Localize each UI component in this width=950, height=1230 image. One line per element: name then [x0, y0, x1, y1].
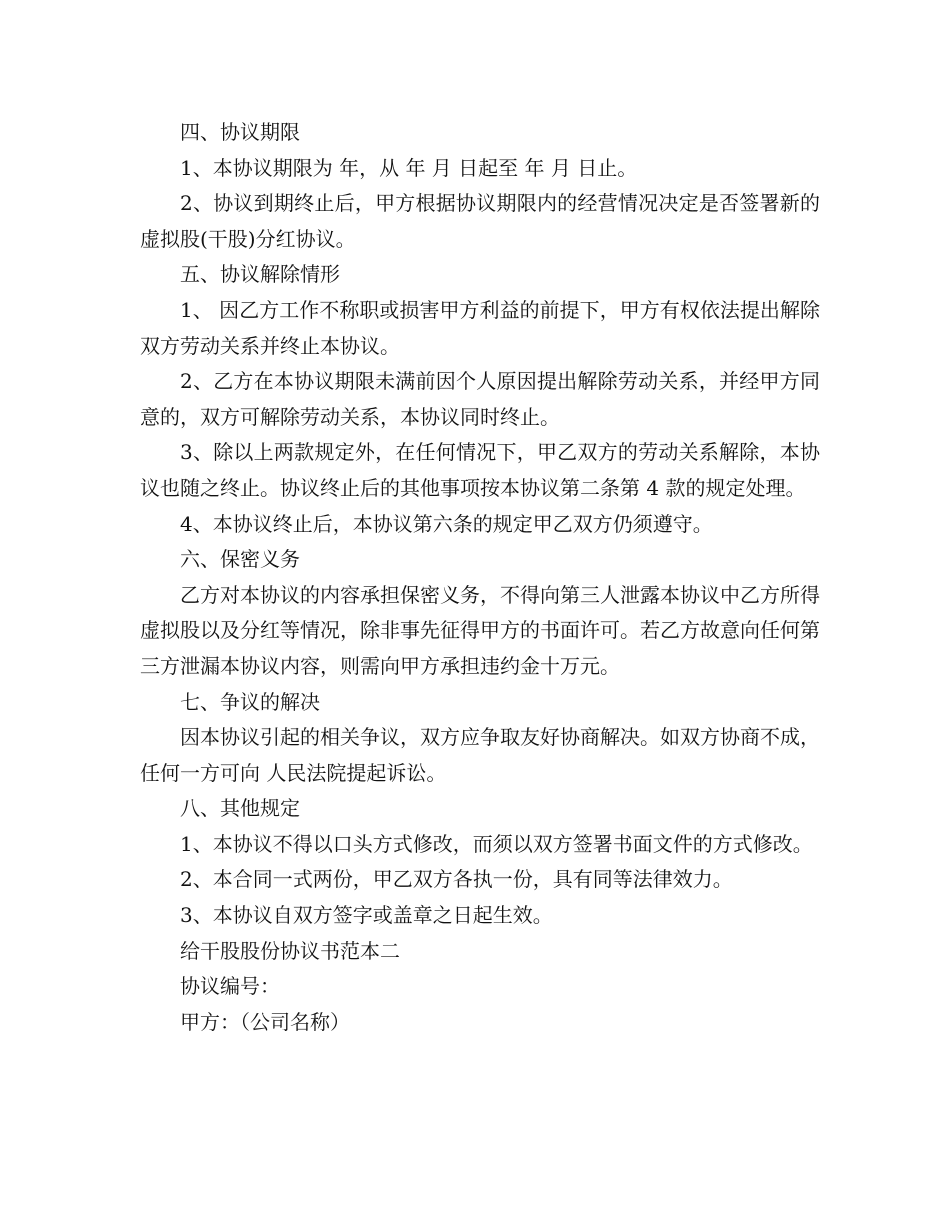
- clause-dispute: 因本协议引起的相关争议，双方应争取友好协商解决。如双方协商不成，任何一方可向 人民法院提起诉讼。: [140, 725, 820, 785]
- clause-term-renewal: 2、协议到期终止后，甲方根据协议期限内的经营情况决定是否签署新的虚拟股(干股)分红协议。: [140, 191, 820, 251]
- document-body: [140, 115, 820, 1040]
- clause-other-1: 1、本协议不得以口头方式修改，而须以双方签署书面文件的方式修改。: [180, 831, 813, 856]
- clause-other-3: 3、本协议自双方签字或盖章之日起生效。: [180, 903, 553, 928]
- section-heading-confidentiality: 六、保密义务: [180, 547, 300, 572]
- clause-termination-1: 1、 因乙方工作不称职或损害甲方利益的前提下，甲方有权依法提出解除双方劳动关系并终止本协议。: [140, 297, 820, 358]
- section-heading-other: 八、其他规定: [180, 796, 300, 821]
- clause-termination-4: 4、本协议终止后，本协议第六条的规定甲乙双方仍须遵守。: [180, 511, 713, 536]
- clause-termination-2: 2、乙方在本协议期限未满前因个人原因提出解除劳动关系，并经甲方同意的，双方可解除劳动关系，本协议同时终止。: [140, 369, 820, 429]
- clause-term-duration: 1、本协议期限为 年，从 年 月 日起至 年 月 日止。: [180, 155, 638, 180]
- clause-other-2: 2、本合同一式两份，甲乙双方各执一份，具有同等法律效力。: [180, 867, 733, 892]
- clause-termination-3: 3、除以上两款规定外，在任何情况下，甲乙双方的劳动关系解除，本协议也随之终止。协议终止后的其他事项按本协议第二条第 4 款的规定处理。: [140, 440, 820, 500]
- section-heading-term: 四、协议期限: [180, 120, 300, 144]
- agreement-number-label: 协议编号：: [180, 974, 280, 999]
- clause-confidentiality: 乙方对本协议的内容承担保密义务，不得向第三人泄露本协议中乙方所得虚拟股以及分红等情况，除非事先征得甲方的书面许可。若乙方故意向任何第三方泄漏本协议内容，则需向甲方承担违约金十万元。: [140, 582, 820, 678]
- party-a-label: 甲方：（公司名称）: [180, 1009, 350, 1034]
- section-heading-dispute: 七、争议的解决: [180, 689, 320, 714]
- template-two-title: 给干股股份协议书范本二: [180, 938, 400, 963]
- section-heading-termination: 五、协议解除情形: [180, 262, 340, 287]
